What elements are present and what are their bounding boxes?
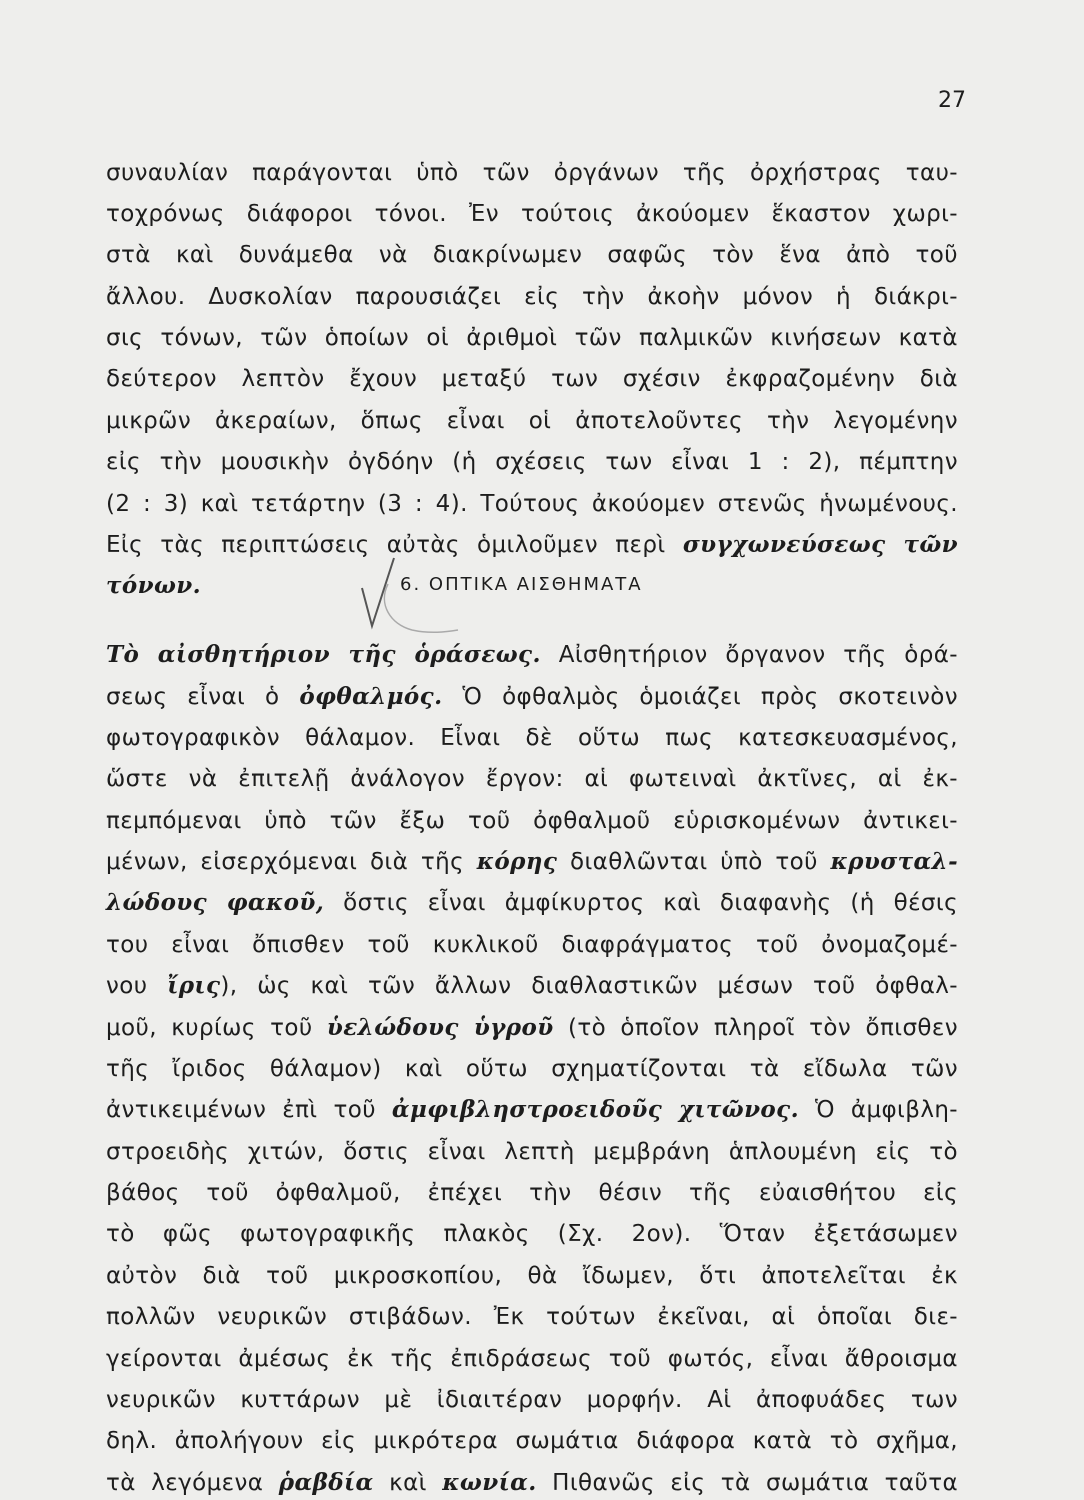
text-line: μικρῶν ἀκεραίων, ὅπως εἶναι οἱ ἀποτελοῦντες τὴν λεγομένην: [106, 408, 958, 434]
text-line: στὰ καὶ δυνάμεθα νὰ διακρίνωμεν σαφῶς τὸν ἕνα ἀπὸ τοῦ: [106, 242, 958, 268]
text-line: ὥστε νὰ ἐπιτελῇ ἀνάλογον ἔργον: αἱ φωτειναὶ ἀκτῖνες, αἱ ἐκ-: [106, 766, 958, 792]
text-run: Εἰς τὰς περιπτώσεις αὐτὰς ὁμιλοῦμεν περὶ: [106, 532, 666, 558]
handwritten-check-mark-icon: [350, 554, 460, 644]
text-run: Ὁ ὀφθαλμὸς ὁμοιάζει πρὸς σκοτεινὸν: [462, 684, 958, 710]
text-run: Αἰσθητήριον ὄργανον τῆς ὁρά-: [558, 642, 958, 668]
section-heading: 6. ΟΠΤΙΚΑ ΑΙΣΘΗΜΑΤΑ: [400, 574, 643, 595]
text-line: εἰς τὴν μουσικὴν ὀγδόην (ἡ σχέσεις των εἶναι 1 : 2), πέμπτην: [106, 449, 958, 475]
emphasis-term: ὀφθαλμός.: [299, 683, 443, 710]
text-line: σις τόνων, τῶν ὁποίων οἱ ἀριθμοὶ τῶν παλμικῶν κινήσεων κατὰ: [106, 325, 958, 351]
emphasis-term: ῥαβδία: [278, 1469, 374, 1496]
text-run: (τὸ ὁποῖον πληροῖ τὸν ὄπισθεν: [567, 1015, 958, 1041]
emphasis-term: τόνων.: [106, 572, 202, 599]
text-line: βάθος τοῦ ὀφθαλμοῦ, ἐπέχει τὴν θέσιν τῆς εὐαισθήτου εἰς: [106, 1180, 958, 1206]
text-line: [106, 847, 958, 877]
text-line: [106, 888, 958, 918]
emphasis-term: ἀμφιβληστροειδοῦς χιτῶνος.: [391, 1096, 799, 1123]
text-line: τὸ φῶς φωτογραφικῆς πλακὸς (Σχ. 2ον). Ὅταν ἐξετάσωμεν: [106, 1221, 958, 1247]
text-run: διαθλῶνται ὑπὸ τοῦ: [570, 849, 818, 875]
text-line: νευρικῶν κυττάρων μὲ ἰδιαιτέραν μορφήν. Αἱ ἀποφυάδες των: [106, 1387, 958, 1413]
text-line: [106, 682, 958, 712]
emphasis-term: Τὸ αἰσθητήριον τῆς ὁράσεως.: [106, 641, 541, 668]
text-run: μένων, εἰσερχόμεναι διὰ τῆς: [106, 849, 464, 875]
text-run: νου: [106, 973, 148, 999]
text-run: Ὁ ἀμφιβλη-: [814, 1097, 959, 1123]
text-run: ἀντικειμένων ἐπὶ τοῦ: [106, 1097, 376, 1123]
text-line: (2 : 3) καὶ τετάρτην (3 : 4). Τούτους ἀκούομεν στενῶς ἡνωμένους.: [106, 491, 958, 517]
text-line: [106, 1013, 958, 1043]
text-line: φωτογραφικὸν θάλαμον. Εἶναι δὲ οὕτω πως κατεσκευασμένος,: [106, 725, 958, 751]
emphasis-term: κόρης: [476, 848, 558, 875]
text-line: [106, 1095, 958, 1125]
text-line: του εἶναι ὄπισθεν τοῦ κυκλικοῦ διαφράγματος τοῦ ὀνομαζομέ-: [106, 932, 958, 958]
text-line: γείρονται ἀμέσως ἐκ τῆς ἐπιδράσεως τοῦ φωτός, εἶναι ἄθροισμα: [106, 1346, 958, 1372]
text-line: τοχρόνως διάφοροι τόνοι. Ἐν τούτοις ἀκούομεν ἕκαστον χωρι-: [106, 201, 958, 227]
emphasis-term: ὑελώδους ὑγροῦ: [326, 1014, 554, 1041]
text-run: Πιθανῶς εἰς τὰ σωμάτια ταῦτα: [552, 1470, 959, 1496]
text-run: καὶ: [389, 1470, 427, 1496]
text-line: αὐτὸν διὰ τοῦ μικροσκοπίου, θὰ ἴδωμεν, ὅτι ἀποτελεῖται ἐκ: [106, 1263, 958, 1289]
text-line: [106, 971, 958, 1001]
text-line: [106, 1468, 958, 1498]
text-line: [106, 530, 958, 560]
text-run: μοῦ, κυρίως τοῦ: [106, 1015, 313, 1041]
text-line: πεμπόμεναι ὑπὸ τῶν ἔξω τοῦ ὀφθαλμοῦ εὑρισκομένων ἀντικει-: [106, 808, 958, 834]
text-line: ἄλλου. Δυσκολίαν παρουσιάζει εἰς τὴν ἀκοὴν μόνον ἡ διάκρι-: [106, 284, 958, 310]
text-run: ὅστις εἶναι ἀμφίκυρτος καὶ διαφανὴς (ἡ θέσις: [343, 890, 958, 916]
emphasis-term: κωνία.: [442, 1469, 537, 1496]
emphasis-term: συγχωνεύσεως τῶν: [682, 531, 958, 558]
text-line: συναυλίαν παράγονται ὑπὸ τῶν ὀργάνων τῆς ὀρχήστρας ταυ-: [106, 160, 958, 186]
text-line: [106, 640, 958, 670]
page-number: 27: [938, 88, 966, 113]
text-line: τῆς ἴριδος θάλαμον) καὶ οὕτω σχηματίζονται τὰ εἴδωλα τῶν: [106, 1056, 958, 1082]
emphasis-term: λώδους φακοῦ,: [106, 889, 325, 916]
text-run: σεως εἶναι ὁ: [106, 684, 280, 710]
text-run: ), ὡς καὶ τῶν ἄλλων διαθλαστικῶν μέσων τοῦ ὀφθαλ-: [220, 973, 958, 999]
text-run: τὰ λεγόμενα: [106, 1470, 264, 1496]
text-line: δηλ. ἀπολήγουν εἰς μικρότερα σωμάτια διάφορα κατὰ τὸ σχῆμα,: [106, 1428, 958, 1454]
emphasis-term: κρυσταλ-: [830, 848, 959, 875]
text-line: πολλῶν νευρικῶν στιβάδων. Ἐκ τούτων ἐκεῖναι, αἱ ὁποῖαι διε-: [106, 1304, 958, 1330]
text-line: δεύτερον λεπτὸν ἔχουν μεταξύ των σχέσιν ἐκφραζομένην διὰ: [106, 366, 958, 392]
text-line: στροειδὴς χιτών, ὅστις εἶναι λεπτὴ μεμβράνη ἁπλουμένη εἰς τὸ: [106, 1139, 958, 1165]
emphasis-term: ἴρις: [167, 972, 221, 999]
